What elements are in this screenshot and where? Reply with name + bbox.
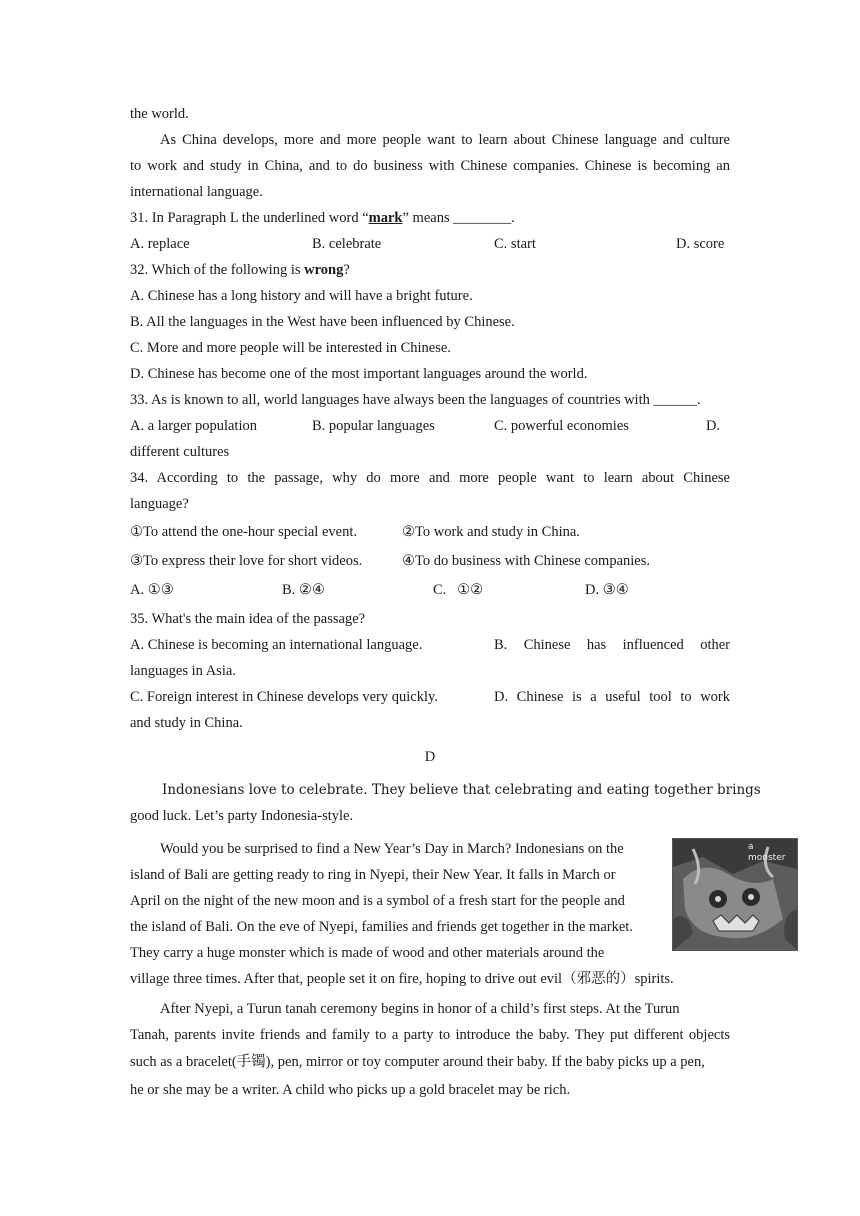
passage-line: Tanah, parents invite friends and family to a party to introduce the baby. They put different objects: [130, 1027, 730, 1043]
q34-item-1: ①To attend the one-hour special event.: [130, 524, 357, 540]
passage-line: April on the night of the new moon and is a symbol of a fresh start for the people and: [130, 893, 625, 909]
q35-option-c: C. Foreign interest in Chinese develops very quickly.: [130, 689, 438, 705]
q34-option-a: A. ①③: [130, 582, 174, 598]
section-heading: D: [424, 749, 436, 765]
q34-option-b: B. ②④: [282, 582, 325, 598]
passage-line: Indonesians love to celebrate. They believe that celebrating and eating together brings: [162, 782, 761, 798]
question-32-stem: 32. Which of the following is wrong?: [130, 262, 350, 278]
passage-line: he or she may be a writer. A child who picks up a gold bracelet may be rich.: [130, 1082, 571, 1098]
passage-line: to work and study in China, and to do business with Chinese companies. Chinese is becoming an: [130, 158, 730, 174]
question-34-stem: 34. According to the passage, why do more and more people want to learn about Chinese: [130, 470, 730, 486]
passage-line: the island of Bali. On the eve of Nyepi, families and friends get together in the market.: [130, 919, 633, 935]
q33-option-c: C. powerful economies: [494, 418, 629, 434]
passage-line: As China develops, more and more people want to learn about Chinese language and culture: [160, 132, 730, 148]
question-35-stem: 35. What's the main idea of the passage?: [130, 611, 366, 627]
passage-line: They carry a huge monster which is made of wood and other materials around the: [130, 945, 605, 961]
q32-option-a: A. Chinese has a long history and will have a bright future.: [130, 288, 473, 304]
photo-caption: a monster: [748, 842, 786, 863]
passage-line: island of Bali are getting ready to ring in Nyepi, their New Year. It falls in March or: [130, 867, 616, 883]
passage-line: such as a bracelet(手镯), pen, mirror or toy computer around their baby. If the baby picks up a pen,: [130, 1054, 705, 1070]
q33-option-a: A. a larger population: [130, 418, 257, 434]
q31-option-b: B. celebrate: [312, 236, 382, 252]
q34-item-2: ②To work and study in China.: [402, 524, 580, 540]
q34-option-c: C. ①②: [433, 582, 484, 598]
question-34-stem: language?: [130, 496, 189, 512]
q31-option-a: A. replace: [130, 236, 190, 252]
q34-item-4: ④To do business with Chinese companies.: [402, 553, 650, 569]
q34-option-d: D. ③④: [585, 582, 629, 598]
q35-option-d: D. Chinese is a useful tool to work: [494, 689, 730, 705]
q32-option-b: B. All the languages in the West have been influenced by Chinese.: [130, 314, 515, 330]
q32-option-d: D. Chinese has become one of the most important languages around the world.: [130, 366, 588, 382]
q35-option-d-cont: and study in China.: [130, 715, 243, 731]
q32-option-c: C. More and more people will be interested in Chinese.: [130, 340, 451, 356]
passage-line: good luck. Let’s party Indonesia-style.: [130, 808, 354, 824]
passage-line: After Nyepi, a Turun tanah ceremony begins in honor of a child’s first steps. At the Turun: [160, 1001, 680, 1017]
passage-line: the world.: [130, 106, 189, 122]
q33-option-b: B. popular languages: [312, 418, 435, 434]
passage-line: Would you be surprised to find a New Year’s Day in March? Indonesians on the: [160, 841, 624, 857]
q33-option-d-cont: different cultures: [130, 444, 230, 460]
passage-line: international language.: [130, 184, 263, 200]
q35-option-a: A. Chinese is becoming an international language.: [130, 637, 423, 653]
question-31-stem: 31. In Paragraph L the underlined word “mark” means ________.: [130, 210, 515, 226]
q35-option-b-cont: languages in Asia.: [130, 663, 236, 679]
q34-item-3: ③To express their love for short videos.: [130, 553, 363, 569]
q35-option-b: B. Chinese has influenced other: [494, 637, 730, 653]
q31-option-c: C. start: [494, 236, 536, 252]
underlined-word: mark: [368, 210, 403, 226]
q31-option-d: D. score: [676, 236, 725, 252]
question-33-stem: 33. As is known to all, world languages have always been the languages of countries with ______.: [130, 392, 701, 408]
q33-option-d: D.: [706, 418, 721, 434]
passage-line: village three times. After that, people set it on fire, hoping to drive out evil（邪恶的）spirits.: [130, 971, 674, 987]
